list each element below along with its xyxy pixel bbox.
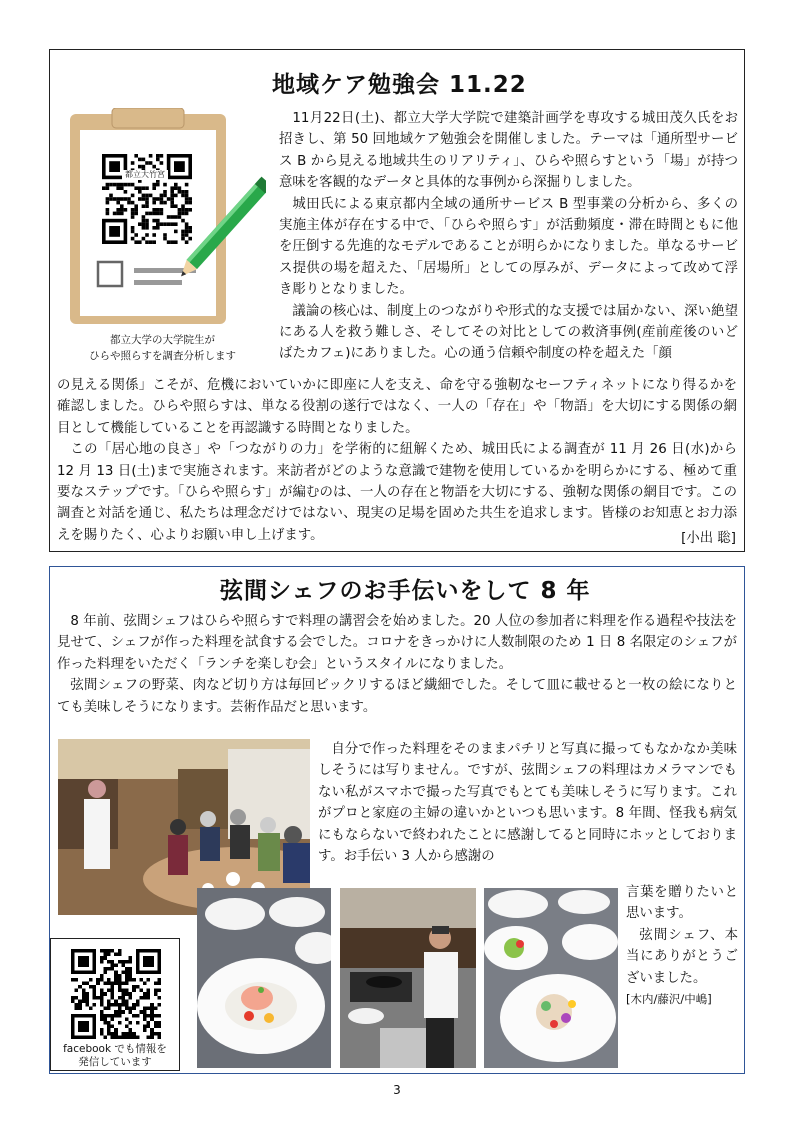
article-1-body-bottom — [57, 375, 737, 546]
article-2-credit: [木内/藤沢/中嶋] — [626, 992, 712, 1007]
facebook-qr-box — [50, 938, 180, 1071]
article-2-body-right — [318, 739, 737, 867]
facebook-qr-caption-line-2: 発信しています — [78, 1056, 152, 1068]
article-2-paragraph-2: 弦間シェフの野菜、肉など切り方は毎回ビックリするほど繊細でした。そして皿に載せると一枚の絵になりとても美味しそうになります。芸術作品だと思います。 — [57, 678, 737, 715]
facebook-qr-caption-line-1: facebook でも情報を — [63, 1043, 167, 1055]
article-1-body-top — [279, 108, 738, 365]
article-1-paragraph-3b: の見える関係」こそが、危機においていかに即座に人を支え、命を守る強靭なセーフティネットになり得るかを確認しました。ひらや照らすは、単なる役割の遂行ではなく、一人の「存在」や「物語」を大切にする関係の網目として機能していることを再認識する時間となりました。 — [57, 378, 737, 436]
clipboard-caption-line-1: 都立大学の大学院生が — [110, 334, 215, 346]
qr-label: 都立大竹宮 — [122, 170, 168, 180]
article-2-paragraph-1: 8 年前、弦間シェフはひらや照らすで料理の講習会を始めました。20 人位の参加者に料理を作る過程や技法を見せて、シェフが作った料理を試食する会でした。コロナをきっかけに人数制限のため 1 日 8 名限定のシェフが作った料理をいただく「ランチを楽しむ会」というスタイルになりました。 — [57, 614, 737, 672]
page-number: 3 — [393, 1083, 401, 1097]
article-2-body-bottom — [626, 882, 738, 1010]
article-1-paragraph-4: この「居心地の良さ」や「つながりの力」を学術的に紐解くため、城田氏による調査が 11 月 26 日(水)から 12 月 13 日(土)まで実施されます。来訪者がどのような意識で建物を使用しているかを明らかにする、極めて重要なステップです。「ひらや照らす」が編むのは、一人の存在と物語を大切にする、強靭な関係の網目です。この調査と対話を通じ、私たちは理念だけではない、現実の足場を固めた共生を追求します。皆様のお知恵とお力添えを賜りたく、心よりお願い申し上げます。 — [57, 442, 737, 543]
article-1-credit: [小出 聡] — [681, 531, 736, 546]
article-2-paragraph-4: 言葉を贈りたいと思います。 — [626, 885, 738, 922]
article-2-paragraph-3: 自分で作った料理をそのままパチリと写真に撮ってもなかなか美味しそうには写りません。ですが、弦間シェフの料理はカメラマンでもない私がスマホで撮った写真でもとても美味しそうに写ります。これがプロと家庭の主婦の違いかといつも思います。8 年間、怪我も病気にもならないで終われたことに感謝してると同時にホッとしております。お手伝い 3 人から感謝の — [318, 742, 737, 865]
article-2-title: 弦間シェフのお手伝いをして 8 年 — [220, 578, 591, 604]
article-2-body-top — [57, 611, 737, 718]
clipboard-qr-illustration — [66, 108, 266, 330]
article-2-paragraph-5: 弦間シェフ、本当にありがとうございました。 — [626, 927, 738, 986]
clipboard-caption-line-2: ひらや照らすを調査分析します — [89, 350, 236, 362]
facebook-qr-icon[interactable] — [71, 949, 161, 1039]
article-1-title: 地域ケア勉強会 11.22 — [272, 72, 527, 98]
article-1-paragraph-1: 11月22日(土)、都立大学大学院で建築計画学を専攻する城田茂久氏をお招きし、第 50 回地域ケア勉強会を開催しました。テーマは「通所型サービス B から見える地域共生のリアリティ」、ひらや照らすという「場」が持つ意味を客観的なデータと具体的な事例から深掘りしました。 — [279, 111, 738, 191]
clipboard-caption — [70, 332, 255, 364]
article-1-paragraph-3a: 議論の核心は、制度上のつながりや形式的な支援では届かない、深い絶望にある人を救う難しさ、そしてその対比としての救済事例(産前産後のいどばたカフェ)にありました。心の通う信頼や制度の枠を超えた「顔 — [279, 303, 738, 362]
photo-plated-dish — [197, 888, 331, 1068]
article-1-paragraph-2: 城田氏による東京都内全域の通所サービス B 型事業の分析から、多くの実施主体が存在する中で、「ひらや照らす」が活動頻度・滞在時間ともに他を圧倒する先進的なモデルであることが明らかになりました。単なるサービス提供の場を超えた、「居場所」としての厚みが、データによって改めて浮き彫りとなりました。 — [279, 196, 738, 298]
photo-salad-plates — [484, 888, 618, 1068]
facebook-qr-caption — [51, 1043, 179, 1069]
photo-chef-cooking — [340, 888, 476, 1068]
